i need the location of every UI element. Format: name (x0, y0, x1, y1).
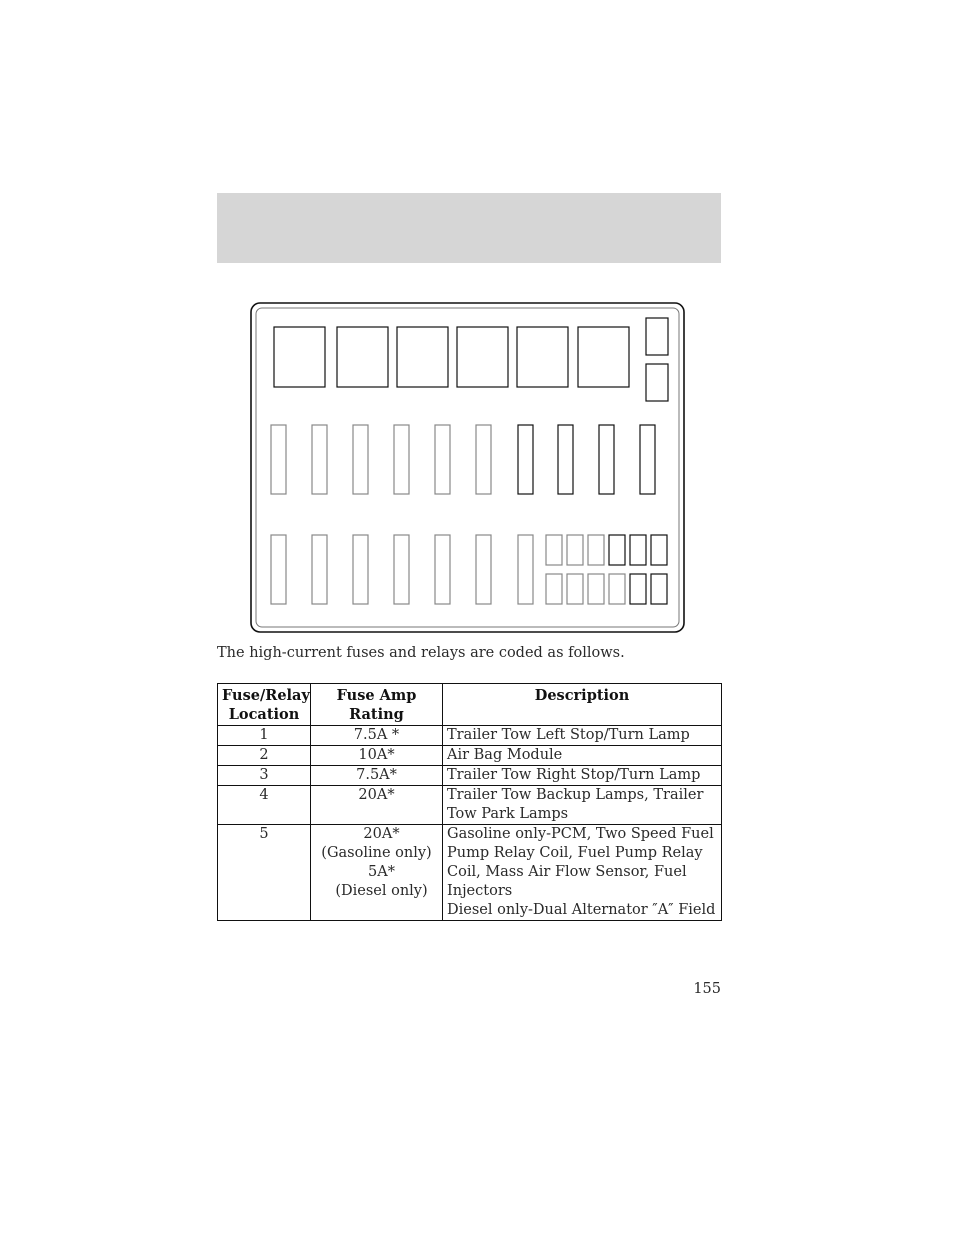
fuse-slot (599, 425, 614, 494)
mini-fuse-slot (588, 574, 604, 604)
mini-fuse-slot (567, 535, 583, 565)
relay-slot (397, 327, 448, 387)
fuse-slot (353, 535, 368, 604)
rating-cell: 7.5A* (311, 766, 443, 786)
description-cell: Trailer Tow Left Stop/Turn Lamp (443, 726, 722, 746)
rating-cell: 20A* (Gasoline only) 5A* (Diesel only) (311, 825, 443, 921)
relay-slot (337, 327, 388, 387)
fuse-box-inner (256, 308, 679, 627)
location-cell: 2 (218, 746, 311, 766)
description-cell: Gasoline only-PCM, Two Speed Fuel Pump Relay Coil, Fuel Pump Relay Coil, Mass Air Flow Sensor, Fuel Injectors Diesel only-Dual Alternator ″A″ Field (443, 825, 722, 921)
relay-slot (457, 327, 508, 387)
fuse-slot (558, 425, 573, 494)
fuse-slot (271, 535, 286, 604)
fuse-slot (394, 425, 409, 494)
mini-fuse-slot (546, 574, 562, 604)
column-header-description: Description (443, 684, 722, 726)
mini-fuse-slot (651, 535, 667, 565)
fuse-slot (312, 425, 327, 494)
fuse-slot (476, 425, 491, 494)
fuse-table (217, 683, 722, 921)
rating-cell: 10A* (311, 746, 443, 766)
relay-slot (578, 327, 629, 387)
mini-fuse-slot (651, 574, 667, 604)
column-header-rating: Fuse Amp Rating (311, 684, 443, 726)
rating-cell: 20A* (311, 786, 443, 825)
relay-slot (517, 327, 568, 387)
mini-fuse-slot (609, 574, 625, 604)
fuse-slot (353, 425, 368, 494)
fuse-slot (476, 535, 491, 604)
location-cell: 1 (218, 726, 311, 746)
fuse-slot (312, 535, 327, 604)
table-row (218, 786, 722, 825)
table-row (218, 825, 722, 921)
fuse-slot (271, 425, 286, 494)
fuse-slot (640, 425, 655, 494)
description-cell: Trailer Tow Right Stop/Turn Lamp (443, 766, 722, 786)
location-cell: 5 (218, 825, 311, 921)
mini-fuse-slot (567, 574, 583, 604)
fuse-row-middle (271, 425, 655, 494)
fuse-box-diagram (250, 302, 686, 634)
mini-fuse-slot (630, 574, 646, 604)
mini-fuse-slot (609, 535, 625, 565)
mini-fuse-slot (630, 535, 646, 565)
location-cell: 4 (218, 786, 311, 825)
fuse-slot (518, 425, 533, 494)
location-cell: 3 (218, 766, 311, 786)
fuse-row-bottom (271, 535, 533, 604)
fuse-slot (394, 535, 409, 604)
relay-row (274, 318, 668, 401)
mini-fuse-grid (546, 535, 667, 604)
intro-text: The high-current fuses and relays are coded as follows. (217, 645, 625, 661)
small-relay-slot (646, 364, 668, 401)
fuse-slot (518, 535, 533, 604)
fuse-box-outer (251, 303, 684, 632)
table-row (218, 726, 722, 746)
relay-slot (274, 327, 325, 387)
small-relay-slot (646, 318, 668, 355)
description-cell: Trailer Tow Backup Lamps, Trailer Tow Park Lamps (443, 786, 722, 825)
header-band (217, 193, 721, 263)
table-row (218, 746, 722, 766)
table-header-row (218, 684, 722, 726)
page-number: 155 (693, 981, 721, 997)
description-cell: Air Bag Module (443, 746, 722, 766)
fuse-slot (435, 535, 450, 604)
table-row (218, 766, 722, 786)
mini-fuse-slot (588, 535, 604, 565)
rating-cell: 7.5A * (311, 726, 443, 746)
fuse-slot (435, 425, 450, 494)
column-header-location: Fuse/Relay Location (218, 684, 311, 726)
mini-fuse-slot (546, 535, 562, 565)
